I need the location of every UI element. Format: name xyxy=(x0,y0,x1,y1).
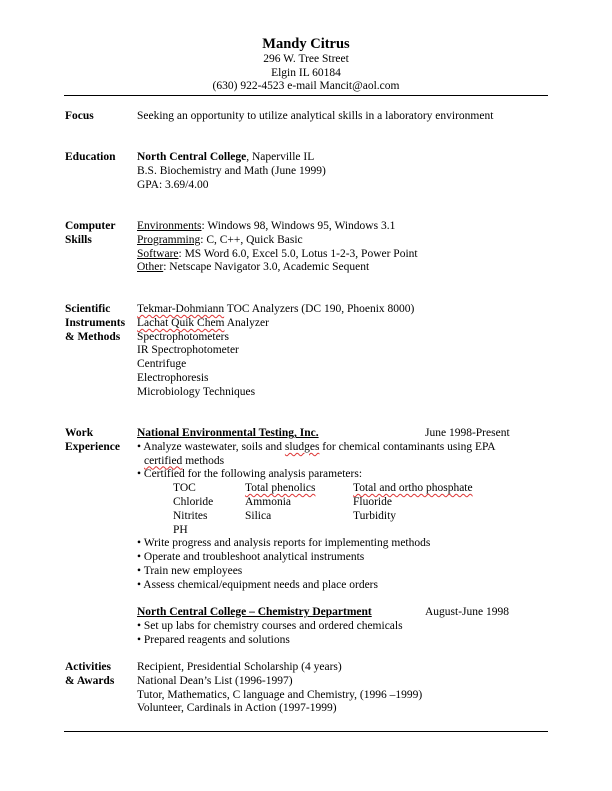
degree-line: B.S. Biochemistry and Math (June 1999) xyxy=(137,164,326,177)
param-cell: Fluoride xyxy=(353,496,392,509)
bullet-text: sludges xyxy=(284,440,320,453)
instrument-item: IR Spectrophotometer xyxy=(137,344,239,357)
job-bullet: • Write progress and analysis reports for implementing methods xyxy=(137,537,431,550)
computer-skills-heading xyxy=(65,220,145,248)
street-address: 296 W. Tree Street xyxy=(263,53,349,65)
param-cell: Turbidity xyxy=(353,510,397,523)
job-bullet-cont xyxy=(137,455,515,469)
activity-item: Tutor, Mathematics, C language and Chemistry, (1996 –1999) xyxy=(137,688,423,701)
bottom-divider xyxy=(64,731,548,732)
school-line xyxy=(137,151,326,165)
email-label: e-mail xyxy=(287,80,317,92)
skill-value: : Netscape Navigator 3.0, Academic Sequent xyxy=(163,261,370,274)
scientific-list xyxy=(137,303,414,400)
computer-skills-list xyxy=(137,220,418,275)
activity-item: National Dean’s List (1996-1997) xyxy=(137,674,293,687)
job-dates: June 1998-Present xyxy=(425,427,510,439)
param-text: Total and ortho phosphate xyxy=(353,482,473,495)
skill-row-environments xyxy=(137,220,418,234)
skill-row-other xyxy=(137,261,418,275)
resume-name: Mandy Citrus xyxy=(262,36,350,52)
scientific-heading xyxy=(65,303,145,344)
instrument-item: Electrophoresis xyxy=(137,371,209,384)
activity-item: Volunteer, Cardinals in Action (1997-1999) xyxy=(137,702,337,715)
bullet-text: • Analyze wastewater, soils and xyxy=(137,440,285,453)
param-cell: TOC xyxy=(173,482,196,495)
job-bullet xyxy=(137,441,515,455)
employer-name: North Central College – Chemistry Department xyxy=(137,606,372,618)
param-text: Total phenolics xyxy=(245,482,316,495)
instrument-desc: TOC Analyzers (DC 190, Phoenix 8000) xyxy=(224,303,415,315)
bullet-text: for chemical contaminants using EPA xyxy=(319,440,496,453)
job-bullet: • Prepared reagents and solutions xyxy=(137,633,290,646)
param-cell: Ammonia xyxy=(245,496,291,509)
skill-key: Other xyxy=(137,261,164,274)
work-heading xyxy=(65,427,145,455)
job-header xyxy=(137,606,515,620)
instrument-desc: Analyzer xyxy=(224,316,269,329)
computer-heading-line1: Computer xyxy=(65,220,116,232)
email-address: Mancit@aol.com xyxy=(319,80,400,92)
instrument-brand: Tekmar-Dohmiann xyxy=(137,303,225,315)
param-cell xyxy=(245,482,315,496)
param-cell: PH xyxy=(173,524,188,537)
instrument-item: Centrifuge xyxy=(137,358,187,371)
top-divider xyxy=(64,95,548,96)
param-cell xyxy=(353,482,473,496)
activities-list xyxy=(137,661,422,716)
job-bullet: • Assess chemical/equipment needs and place orders xyxy=(137,578,378,591)
instrument-item xyxy=(137,303,414,317)
params-table xyxy=(137,482,515,537)
param-cell: Silica xyxy=(245,510,272,523)
scientific-heading-line3: & Methods xyxy=(65,330,121,343)
activity-item: Recipient, Presidential Scholarship (4 years) xyxy=(137,661,342,673)
job-bullet: • Set up labs for chemistry courses and ordered chemicals xyxy=(137,619,403,632)
job-bullet: • Certified for the following analysis parameters: xyxy=(137,468,363,481)
skill-row-software xyxy=(137,248,418,262)
job-bullet: • Operate and troubleshoot analytical instruments xyxy=(137,550,365,563)
bullet-text: methods xyxy=(182,454,225,467)
job-ncc xyxy=(137,606,515,647)
computer-heading-line2: Skills xyxy=(65,233,92,246)
work-heading-line1: Work xyxy=(65,427,94,439)
job-net xyxy=(137,427,515,592)
contact-line xyxy=(0,80,612,94)
activities-heading xyxy=(65,661,145,689)
instrument-brand: Lachat Quik Chem xyxy=(137,316,225,329)
param-cell: Chloride xyxy=(173,496,214,509)
param-cell: Nitrites xyxy=(173,510,208,523)
activities-heading-line1: Activities xyxy=(65,661,111,673)
bullet-text: certified xyxy=(144,454,183,467)
employer-name: National Environmental Testing, Inc. xyxy=(137,427,319,439)
activities-heading-line2: & Awards xyxy=(65,674,115,687)
work-heading-line2: Experience xyxy=(65,440,120,453)
skill-key: Programming xyxy=(137,233,201,246)
focus-heading: Focus xyxy=(65,110,94,122)
scientific-heading-line1: Scientific xyxy=(65,303,111,315)
instrument-item: Microbiology Techniques xyxy=(137,385,256,398)
city-state-zip: Elgin IL 60184 xyxy=(271,67,341,79)
school-location: , Naperville IL xyxy=(246,151,315,163)
skill-value: : MS Word 6.0, Excel 5.0, Lotus 1-2-3, Power Point xyxy=(178,247,418,260)
job-header xyxy=(137,427,515,441)
phone-number: (630) 922-4523 xyxy=(212,80,285,92)
scientific-heading-line2: Instruments xyxy=(65,316,126,329)
skill-value: : C, C++, Quick Basic xyxy=(200,233,303,246)
education-block xyxy=(137,151,326,192)
skill-row-programming xyxy=(137,234,418,248)
education-heading: Education xyxy=(65,151,116,163)
skill-value: : Windows 98, Windows 95, Windows 3.1 xyxy=(201,220,396,232)
instrument-item xyxy=(137,317,414,331)
job-dates: August-June 1998 xyxy=(425,606,510,618)
instrument-item: Spectrophotometers xyxy=(137,330,229,343)
job-bullet: • Train new employees xyxy=(137,564,243,577)
school-name: North Central College xyxy=(137,151,247,163)
gpa-line: GPA: 3.69/4.00 xyxy=(137,178,209,191)
focus-text: Seeking an opportunity to utilize analytical skills in a laboratory environment xyxy=(137,110,494,122)
skill-key: Environments xyxy=(137,220,202,232)
skill-key: Software xyxy=(137,247,179,260)
